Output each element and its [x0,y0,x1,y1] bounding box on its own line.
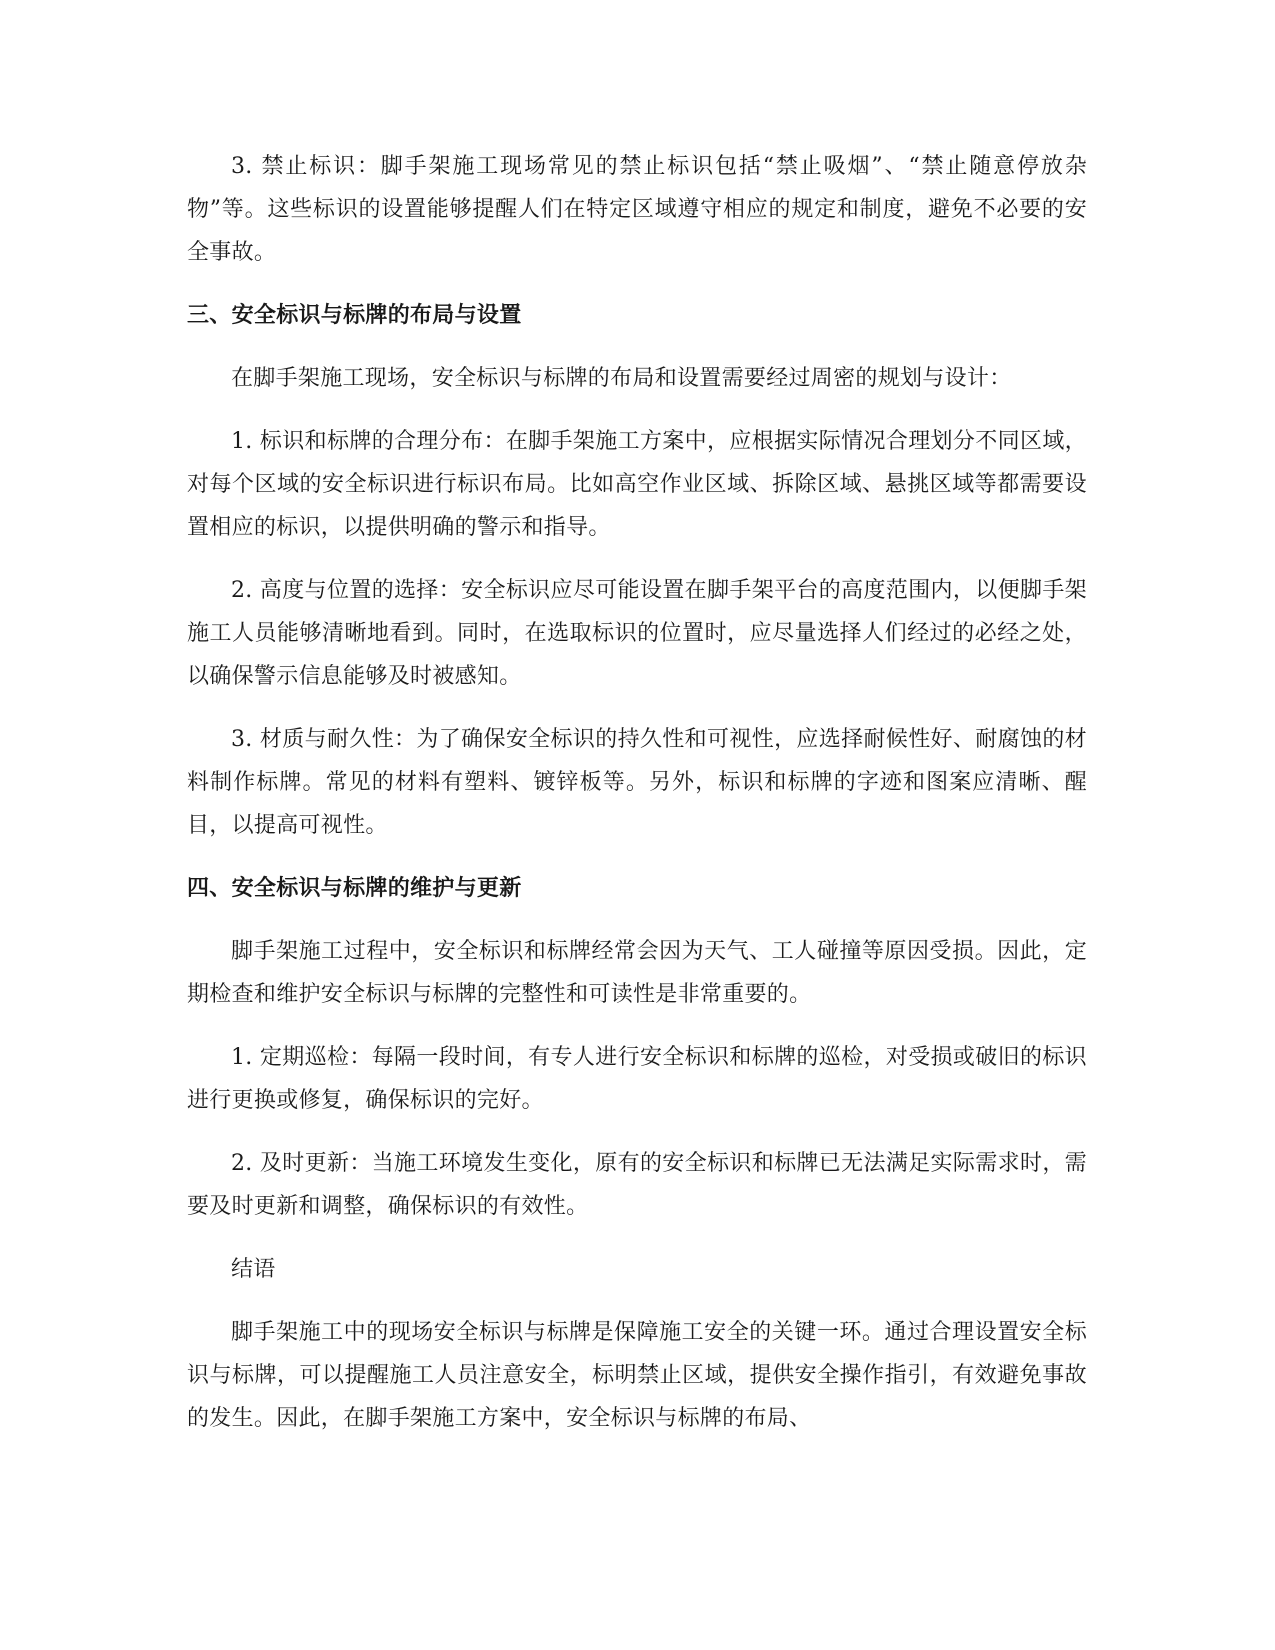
section-heading-layout: 三、安全标识与标牌的布局与设置 [187,303,522,328]
paragraph-conclusion: 脚手架施工中的现场安全标识与标牌是保障施工安全的关键一环。通过合理设置安全标识与标牌，可以提醒施工人员注意安全，标明禁止区域，提供安全操作指引，有效避免事故的发生。因此，在脚手架施工方案中，安全标识与标牌的布局、 [187,1320,1087,1431]
paragraph-prohibition-signs: 3. 禁止标识：脚手架施工现场常见的禁止标识包括“禁止吸烟”、“禁止随意停放杂物”等。这些标识的设置能够提醒人们在特定区域遵守相应的规定和制度，避免不必要的安全事故。 [187,154,1087,265]
paragraph-conclusion-title: 结语 [231,1257,276,1282]
paragraph-layout-height-position: 2. 高度与位置的选择：安全标识应尽可能设置在脚手架平台的高度范围内，以便脚手架施工人员能够清晰地看到。同时，在选取标识的位置时，应尽量选择人们经过的必经之处，以确保警示信息能够及时被感知。 [187,578,1087,689]
paragraph-maintenance-intro: 脚手架施工过程中，安全标识和标牌经常会因为天气、工人碰撞等原因受损。因此，定期检查和维护安全标识与标牌的完整性和可读性是非常重要的。 [187,939,1087,1007]
document-page [187,145,1087,1460]
paragraph-layout-material: 3. 材质与耐久性：为了确保安全标识的持久性和可视性，应选择耐候性好、耐腐蚀的材料制作标牌。常见的材料有塑料、镀锌板等。另外，标识和标牌的字迹和图案应清晰、醒目，以提高可视性。 [187,727,1087,838]
section-heading-maintenance: 四、安全标识与标牌的维护与更新 [187,876,522,901]
paragraph-maintenance-update: 2. 及时更新：当施工环境发生变化，原有的安全标识和标牌已无法满足实际需求时，需要及时更新和调整，确保标识的有效性。 [187,1151,1087,1219]
paragraph-layout-intro: 在脚手架施工现场，安全标识与标牌的布局和设置需要经过周密的规划与设计： [231,366,1012,391]
paragraph-maintenance-inspection: 1. 定期巡检：每隔一段时间，有专人进行安全标识和标牌的巡检，对受损或破旧的标识进行更换或修复，确保标识的完好。 [187,1045,1087,1113]
paragraph-layout-distribution: 1. 标识和标牌的合理分布：在脚手架施工方案中，应根据实际情况合理划分不同区域，对每个区域的安全标识进行标识布局。比如高空作业区域、拆除区域、悬挑区域等都需要设置相应的标识，以提供明确的警示和指导。 [187,429,1087,540]
